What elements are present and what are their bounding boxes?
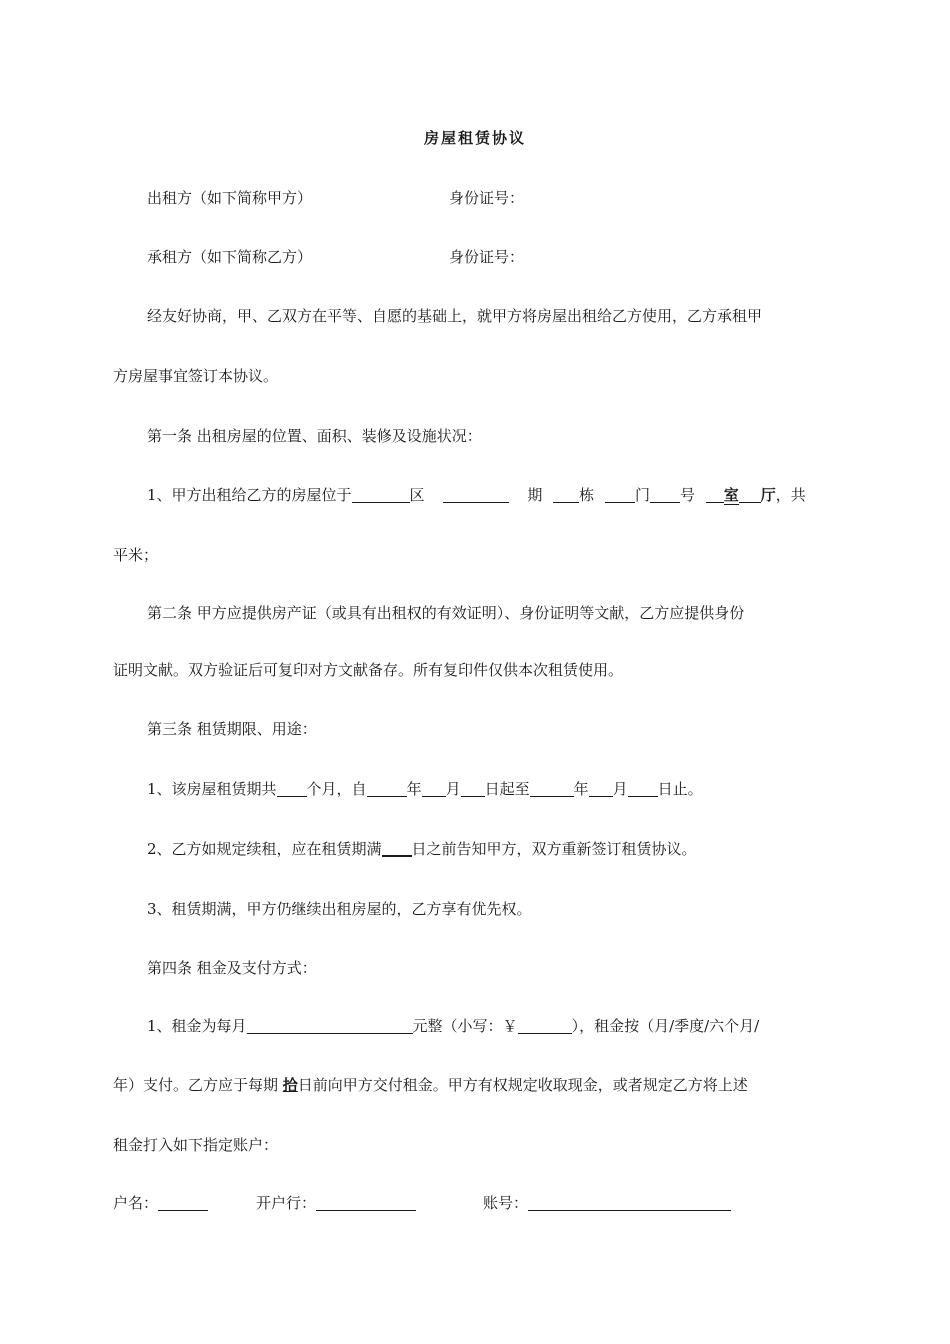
term-from: 个月，自 [306, 780, 367, 798]
lessee-id-label: 身份证号： [449, 248, 525, 266]
renewal-suffix: 日之前告知甲方，双方重新签订租赁协议。 [411, 840, 697, 858]
article4-item1-line1 [147, 1016, 759, 1036]
article1-item1 [147, 485, 806, 505]
account-name-label: 户名： [113, 1194, 159, 1212]
end-month-blank [589, 780, 613, 797]
article3-item2 [147, 839, 697, 859]
lessee-label: 承租方（如下简称乙方） [147, 248, 313, 266]
start-day-blank [461, 780, 485, 797]
article1-heading: 第一条 出租房屋的位置、面积、装修及设施状况： [147, 427, 482, 445]
account-number-row [483, 1193, 731, 1213]
end-year-blank [530, 780, 574, 797]
start-month-blank [422, 780, 446, 797]
building-blank [553, 486, 579, 503]
rent-lowercase-label: 元整（小写：￥ [412, 1017, 518, 1035]
bank-label: 开户行： [256, 1194, 317, 1212]
end-day-blank [628, 780, 658, 797]
account-name-blank [158, 1194, 208, 1211]
document-title: 房屋租赁协议 [423, 129, 526, 147]
room-blank [706, 486, 724, 503]
article4-heading: 第四条 租金及支付方式： [147, 959, 317, 977]
bank-row [256, 1193, 416, 1213]
months-blank [277, 780, 307, 797]
rent-lowercase-blank [518, 1017, 572, 1034]
account-number-label: 账号： [483, 1194, 529, 1212]
account-number-blank [528, 1194, 731, 1211]
phase-blank [443, 486, 509, 503]
end-month-suffix: 月 [612, 780, 628, 798]
payment-suffix: 日前向甲方交付租金。甲方有权规定收取现金，或者规定乙方将上述 [297, 1076, 748, 1094]
article1-item1-text1: 1、甲方出租给乙方的房屋位于 [147, 486, 352, 504]
article2-line-2: 证明文献。双方验证后可复印对方文献备存。所有复印件仅供本次租赁使用。 [113, 661, 624, 679]
district-blank [352, 486, 410, 503]
intro-line-1: 经友好协商，甲、乙双方在平等、自愿的基础上，就甲方将房屋出租给乙方使用，乙方承租甲 [147, 307, 763, 325]
rent-prefix: 1、租金为每月 [147, 1017, 247, 1035]
renewal-prefix: 2、乙方如规定续租，应在租赁期满 [147, 840, 382, 858]
article4-item1-line3: 租金打入如下指定账户： [113, 1136, 279, 1154]
article2-line-1: 第二条 甲方应提供房产证（或具有出租权的有效证明）、身份证明等文献，乙方应提供身份 [147, 604, 745, 622]
start-year-blank [367, 780, 407, 797]
end-year-suffix: 年 [573, 780, 589, 798]
lessor-label: 出租方（如下简称甲方） [147, 189, 313, 207]
term-prefix: 1、该房屋租赁期共 [147, 780, 277, 798]
start-year-suffix: 年 [406, 780, 422, 798]
start-day-suffix: 日起至 [484, 780, 530, 798]
article3-item3: 3、租赁期满，甲方仍继续出租房屋的，乙方享有优先权。 [147, 900, 532, 918]
unit-blank [605, 486, 635, 503]
article4-item1-line2 [113, 1075, 748, 1095]
number-suffix: 号 [679, 486, 695, 504]
rent-amount-blank [247, 1017, 413, 1034]
start-month-suffix: 月 [445, 780, 461, 798]
bank-blank [316, 1194, 416, 1211]
end-day-suffix: 日止。 [657, 780, 703, 798]
payment-day-value: 拾 [282, 1076, 298, 1094]
area-prefix: ，共 [775, 486, 806, 504]
renewal-days-blank [382, 839, 412, 857]
payment-prefix: 年）支付。乙方应于每期 [113, 1076, 283, 1094]
room-suffix: 室 [723, 486, 739, 504]
lessor-id-label: 身份证号： [449, 189, 525, 207]
unit-suffix: 门 [634, 486, 650, 504]
building-suffix: 栋 [579, 486, 595, 504]
hall-blank [739, 486, 761, 503]
article3-item1 [147, 779, 703, 799]
account-name-row [113, 1193, 208, 1213]
district-suffix: 区 [409, 486, 425, 504]
hall-suffix: 厅 [760, 486, 776, 504]
phase-suffix: 期 [527, 486, 543, 504]
rent-period-text: ），租金按（月/季度/六个月/ [571, 1017, 760, 1035]
intro-line-2: 方房屋事宜签订本协议。 [113, 367, 279, 385]
article3-heading: 第三条 租赁期限、用途： [147, 720, 317, 738]
article1-item1-line2: 平米； [113, 546, 159, 564]
number-blank [650, 486, 680, 503]
